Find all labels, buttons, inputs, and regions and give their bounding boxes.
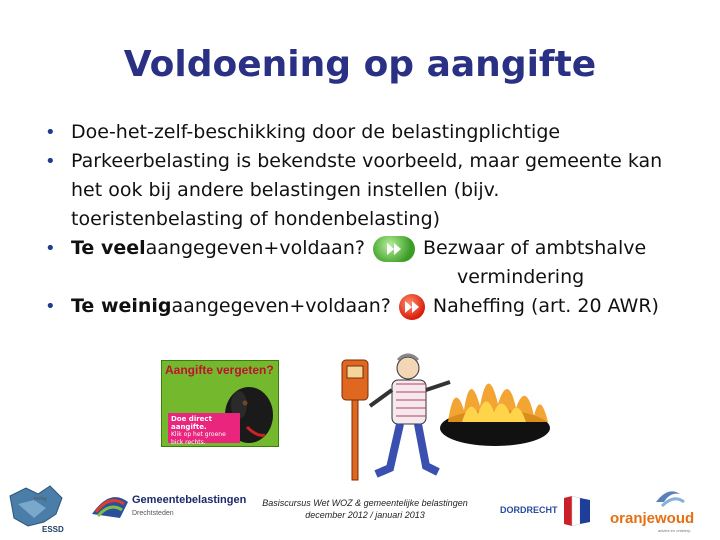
- gemeentebelastingen-logo: [90, 488, 247, 524]
- bullet-item: [45, 118, 695, 147]
- oranjewoud-name: oranjewoud: [610, 510, 695, 527]
- oranjewoud-swirl-icon: [648, 484, 688, 510]
- aangifte-promo-image[interactable]: [161, 360, 279, 447]
- footer-text: [250, 497, 480, 521]
- bullet-bold-text: Te veel: [71, 237, 146, 259]
- oranjewoud-logo: [610, 484, 710, 534]
- oranjewoud-sub: advies en ontwerp: [658, 528, 691, 533]
- flag-logo-icon: [560, 494, 594, 528]
- footer-line: Basiscursus Wet WOZ & gemeentelijke belastingen: [262, 498, 468, 508]
- bullet-text: aangegeven+voldaan?: [145, 237, 365, 259]
- bullet-line: toeristenbelasting of hondenbelasting): [71, 208, 441, 230]
- fast-forward-icon: [399, 294, 425, 320]
- slide-title: Voldoening op aangifte: [123, 44, 597, 85]
- footer-line: december 2012 / januari 2013: [305, 510, 425, 520]
- kring-logo: [4, 478, 70, 534]
- bullet-line: het ook bij andere belastingen instellen (bijv.: [71, 179, 500, 201]
- gemeentebelastingen-name: Gemeentebelastingen: [132, 494, 247, 506]
- dordrecht-logo: DORDRECHT: [500, 505, 558, 515]
- bullet-text: aangegeven+voldaan?: [171, 295, 391, 317]
- bullet-bold-text: Te weinig: [71, 295, 172, 317]
- bullet-item: [45, 147, 695, 234]
- gemeentebelastingen-sub: Drechtsteden: [132, 510, 174, 517]
- bullet-row: [71, 234, 695, 263]
- promo-message-box: [168, 413, 240, 446]
- green-forward-button[interactable]: [373, 236, 415, 262]
- bullet-list: [45, 118, 695, 321]
- bullet-dot: •: [45, 296, 56, 317]
- bullet-result: Bezwaar of ambtshalve: [422, 237, 647, 259]
- bullet-item: [45, 234, 695, 292]
- bullet-row: [71, 292, 695, 321]
- bullet-dot: •: [45, 151, 56, 172]
- gemeentebelastingen-emblem-icon: [90, 488, 130, 520]
- svg-text:ESSD: ESSD: [42, 525, 64, 534]
- bullet-dot: •: [45, 238, 56, 259]
- promo-line: Klik op het groene bick rechts.: [171, 431, 226, 446]
- logo-caption: kring: [34, 496, 47, 502]
- promo-title: Aangifte vergeten?: [165, 363, 274, 377]
- fast-forward-icon: [373, 236, 415, 262]
- bullet-result-line2: vermindering: [457, 266, 585, 288]
- promo-line: Doe direct aangifte.: [171, 415, 212, 431]
- kring-map-icon: [4, 478, 70, 534]
- bullet-text: Doe-het-zelf-beschikking door de belastingplichtige: [71, 121, 561, 143]
- bullet-dot: •: [45, 122, 56, 143]
- bullet-result: Naheffing (art. 20 AWR): [432, 295, 659, 317]
- cartoon-illustration-icon: [330, 350, 560, 490]
- red-forward-button[interactable]: [399, 294, 425, 320]
- bullet-item: [45, 292, 695, 321]
- bullet-line: Parkeerbelasting is bekendste voorbeeld, maar gemeente kan: [71, 150, 663, 172]
